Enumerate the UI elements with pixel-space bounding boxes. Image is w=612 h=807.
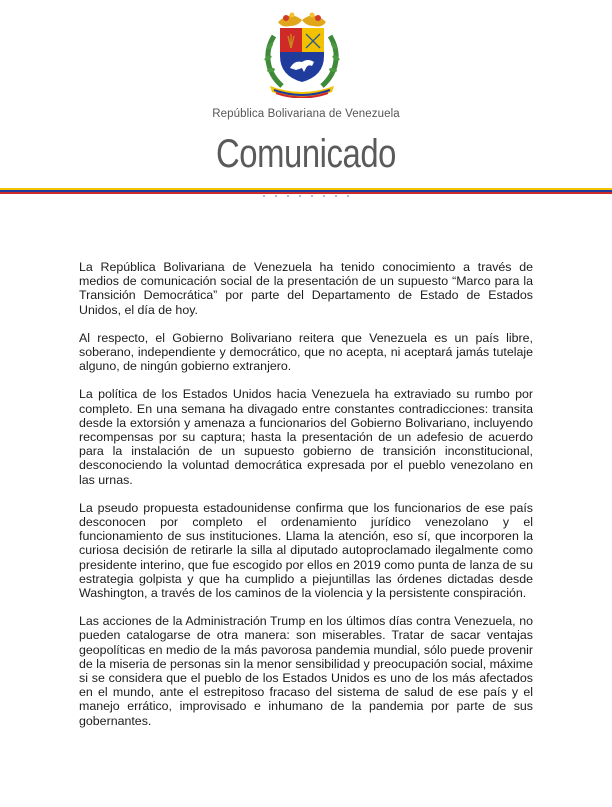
page-title: Comunicado [215,132,397,176]
stripe-stars [0,192,612,202]
paragraph: La República Bolivariana de Venezuela ha tenido conocimiento a través de medios de comunicación social de la presentación de un supuesto “Marco para la Transición Democrática” por parte del Departamento de Estado de Estados Unidos, el día de hoy. [79,260,533,317]
republic-name: República Bolivariana de Venezuela [212,108,400,120]
statement-body [79,260,533,742]
star-icon [287,195,289,197]
paragraph: La pseudo propuesta estadounidense confirma que los funcionarios de ese país desconocen por completo el ordenamiento jurídico venezolano y el funcionamiento de sus instituciones. Llama la atención, eso sí, que incorporen la curiosa decisión de retirarle la silla al diputado autoproclamado ilegalmente como presidente interino, que fue escogido por ellos en 2019 como punta de lanza de su estrategia golpista y que ha cumplido a piejuntillas las órdenes dictadas desde Washington, a través de los caminos de la violencia y la persistente conspiración. [79,500,533,601]
star-icon [347,195,349,197]
star-icon [311,195,313,197]
star-icon [299,195,301,197]
paragraph: La política de los Estados Unidos hacia Venezuela ha extraviado su rumbo por completo. En una semana ha divagado entre constantes contradicciones: transita desde la extorsión y amenaza a funcionarios del Gobierno Bolivariano, incluyendo recompensas por su captura; hasta la presentación de un adefesio de acuerdo para la instalación de un supuesto gobierno de transición inconstitucional, desconociendo la voluntad democrática expresada por el pueblo venezolano en las urnas. [79,387,533,487]
paragraph: Al respecto, el Gobierno Bolivariano reitera que Venezuela es un país libre, soberano, independiente y democrático, que no acepta, ni aceptará jamás tutelaje alguno, de ningún gobierno extranjero. [79,330,533,374]
star-icon [323,195,325,197]
coat-of-arms-icon [260,6,344,98]
paragraph: Las acciones de la Administración Trump en los últimos días contra Venezuela, no pueden catalogarse de otra manera: son miserables. Tratar de sacar ventajas geopolíticas en medio de la más pavorosa pandemia mundial, sólo puede provenir de la miseria de personas sin la menor sensibilidad y preocupación social, máxime si se considera que el pueblo de los Estados Unidos es uno de los más afectados en el mundo, ante el estrepitoso fracaso del sistema de salud de ese país y el manejo errático, improvisado e inhumano de la pandemia por parte de sus gobernantes. [79,614,533,728]
star-icon [263,195,265,197]
star-icon [335,195,337,197]
star-icon [275,195,277,197]
